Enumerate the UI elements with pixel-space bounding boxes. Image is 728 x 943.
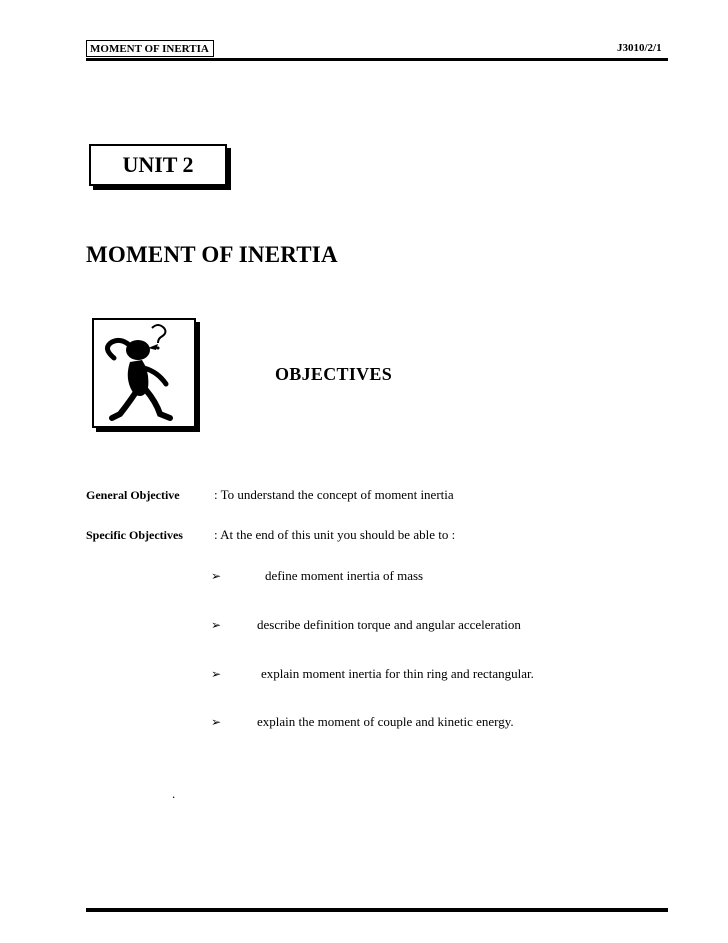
bullet-arrow-icon: ➢	[211, 667, 222, 681]
objective-item-3: explain moment inertia for thin ring and rectangular.	[261, 666, 534, 681]
bullet-arrow-icon: ➢	[211, 618, 222, 632]
bullet-arrow-icon: ➢	[211, 715, 222, 729]
thinking-man-icon	[94, 320, 194, 426]
page-title: MOMENT OF INERTIA	[86, 242, 338, 267]
footer-rule	[86, 908, 668, 912]
specific-objectives-text: : At the end of this unit you should be able to :	[214, 527, 456, 542]
header-page-code: J3010/2/1	[617, 42, 662, 54]
unit-label: UNIT 2	[122, 152, 194, 177]
header-rule	[86, 58, 668, 61]
header-course-title: MOMENT OF INERTIA	[86, 40, 214, 57]
bullet-arrow-icon: ➢	[211, 569, 222, 583]
objective-item-2: describe definition torque and angular acceleration	[257, 617, 521, 632]
objective-item-1: define moment inertia of mass	[265, 568, 424, 583]
general-objective-label: General Objective	[86, 488, 180, 502]
thinking-figure	[92, 318, 196, 428]
objective-item-4: explain the moment of couple and kinetic energy.	[257, 714, 514, 729]
general-objective-text: : To understand the concept of moment inertia	[214, 487, 454, 502]
objectives-heading: OBJECTIVES	[275, 364, 393, 384]
specific-objectives-label: Specific Objectives	[86, 528, 183, 542]
unit-badge	[89, 144, 227, 186]
stray-dot: .	[172, 786, 176, 801]
